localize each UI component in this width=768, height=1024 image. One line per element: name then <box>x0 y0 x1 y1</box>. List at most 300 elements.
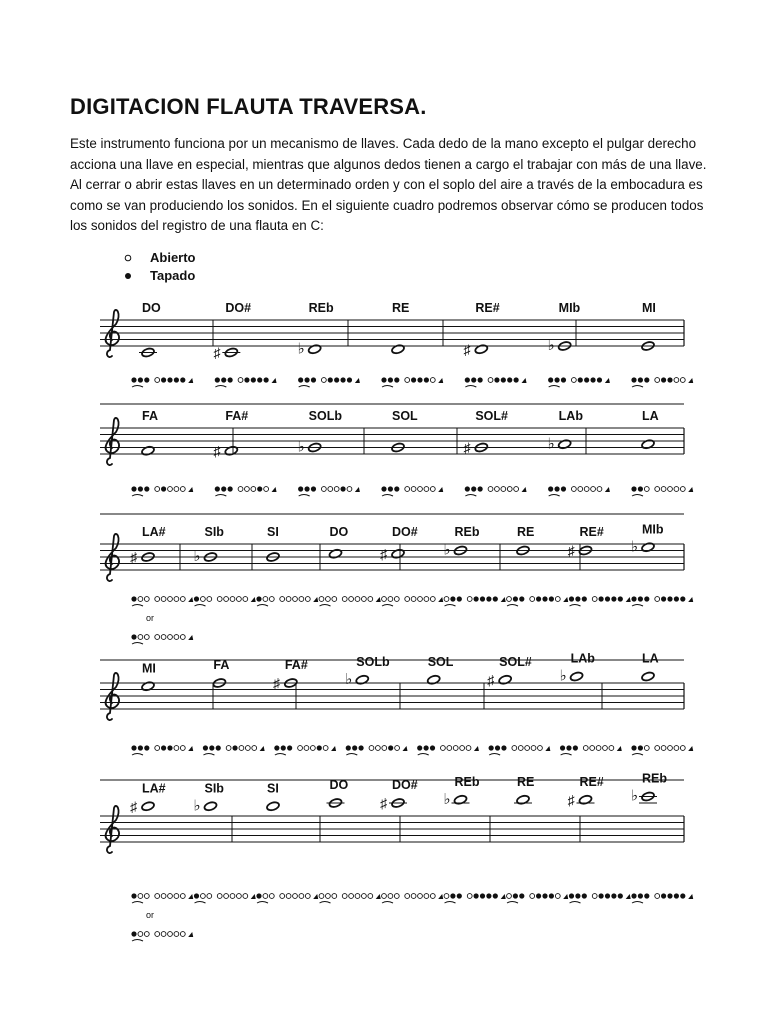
key-closed <box>215 377 220 382</box>
key-closed <box>465 377 470 382</box>
treble-clef <box>106 673 120 720</box>
legend-closed-symbol <box>125 273 131 279</box>
key-open <box>174 487 179 492</box>
note-label: REb <box>642 771 667 786</box>
key-closed <box>340 377 345 382</box>
key-open <box>237 597 242 602</box>
key-closed <box>575 893 580 898</box>
key-open <box>161 635 166 640</box>
pinky-key <box>355 487 360 492</box>
key-open <box>252 746 257 751</box>
key-open <box>168 635 173 640</box>
note-label: RE# <box>579 774 604 789</box>
key-closed <box>605 893 610 898</box>
legend <box>125 250 196 283</box>
key-closed <box>514 377 519 382</box>
key-closed <box>358 745 363 750</box>
key-closed <box>471 377 476 382</box>
key-open <box>180 597 185 602</box>
key-open <box>592 597 597 602</box>
pinky-key <box>605 378 610 383</box>
key-open <box>467 597 472 602</box>
flat-sign: ♭ <box>297 438 305 456</box>
note-label: FA# <box>284 658 308 672</box>
key-closed <box>618 596 623 601</box>
key-closed <box>131 486 136 491</box>
key-open <box>444 894 449 899</box>
thumb-key <box>346 754 357 756</box>
key-closed <box>138 486 143 491</box>
key-closed <box>569 893 574 898</box>
key-open <box>430 597 435 602</box>
key-closed <box>536 893 541 898</box>
note-DO# <box>380 778 443 903</box>
key-closed <box>457 893 462 898</box>
thumb-key <box>299 386 310 388</box>
pinky-key <box>688 597 693 602</box>
key-closed <box>138 377 143 382</box>
key-open <box>263 894 268 899</box>
note-label: SOL# <box>475 409 508 423</box>
key-open <box>495 487 500 492</box>
key-closed <box>144 745 149 750</box>
key-open <box>217 597 222 602</box>
key-open <box>319 894 324 899</box>
thumb-key <box>445 605 456 607</box>
key-open <box>467 894 472 899</box>
key-closed <box>486 596 491 601</box>
pinky-key <box>188 932 193 937</box>
key-open <box>507 487 512 492</box>
key-open <box>538 746 543 751</box>
staff-5 <box>100 772 693 942</box>
treble-clef <box>106 534 120 581</box>
key-open <box>418 487 423 492</box>
key-closed <box>138 745 143 750</box>
key-open <box>507 894 512 899</box>
key-open <box>507 597 512 602</box>
pinky-key <box>688 487 693 492</box>
key-closed <box>131 634 136 639</box>
thumb-key <box>382 605 393 607</box>
key-closed <box>674 596 679 601</box>
key-closed <box>548 486 553 491</box>
key-closed <box>590 377 595 382</box>
key-open <box>555 894 560 899</box>
note-LA# <box>130 525 193 644</box>
key-open <box>578 487 583 492</box>
key-closed <box>194 596 199 601</box>
key-closed <box>430 745 435 750</box>
thumb-key <box>320 902 331 904</box>
pinky-key <box>188 746 193 751</box>
thumb-key <box>465 386 476 388</box>
thumb-key <box>632 495 643 497</box>
key-closed <box>519 596 524 601</box>
thumb-key <box>195 902 206 904</box>
thumb-key <box>549 495 560 497</box>
thumb-key <box>382 495 393 497</box>
key-open <box>644 487 649 492</box>
key-closed <box>228 377 233 382</box>
key-closed <box>394 377 399 382</box>
thumb-key <box>489 754 500 756</box>
key-open <box>453 746 458 751</box>
key-closed <box>494 377 499 382</box>
sharp-sign: ♯ <box>130 549 137 565</box>
key-open <box>501 487 506 492</box>
key-open <box>310 746 315 751</box>
key-open <box>168 487 173 492</box>
key-open <box>655 487 660 492</box>
key-closed <box>424 745 429 750</box>
flat-sign: ♭ <box>547 337 555 354</box>
key-open <box>680 746 685 751</box>
treble-clef <box>106 310 120 357</box>
key-open <box>530 894 535 899</box>
key-closed <box>631 745 636 750</box>
pinky-key <box>501 597 506 602</box>
key-open <box>168 597 173 602</box>
thumb-key <box>570 605 581 607</box>
key-open <box>286 894 291 899</box>
key-open <box>394 597 399 602</box>
thumb-key <box>632 754 643 756</box>
key-closed <box>661 893 666 898</box>
key-open <box>444 597 449 602</box>
note-SOLb <box>298 409 360 496</box>
pinky-key <box>402 746 407 751</box>
key-open <box>263 597 268 602</box>
key-open <box>680 378 685 383</box>
thumb-key <box>132 386 143 388</box>
key-closed <box>605 596 610 601</box>
pinky-key <box>688 746 693 751</box>
note-LA# <box>130 781 193 941</box>
thumb-key <box>561 754 572 756</box>
key-open <box>466 746 471 751</box>
pinky-key <box>688 894 693 899</box>
key-open <box>251 487 256 492</box>
key-open <box>280 894 285 899</box>
note-label: MIb <box>558 301 581 315</box>
key-closed <box>244 377 249 382</box>
key-open <box>326 894 331 899</box>
staff-1 <box>100 301 693 387</box>
note-label: REb <box>454 525 480 539</box>
key-open <box>230 597 235 602</box>
key-open <box>180 932 185 937</box>
pinky-key <box>522 378 527 383</box>
key-open <box>369 746 374 751</box>
key-closed <box>486 893 491 898</box>
key-closed <box>554 377 559 382</box>
key-closed <box>542 893 547 898</box>
pinky-key <box>522 487 527 492</box>
thumb-key <box>507 605 518 607</box>
note-SOL <box>417 655 479 755</box>
key-open <box>217 894 222 899</box>
key-open <box>138 894 143 899</box>
note-RE# <box>568 775 631 903</box>
key-open <box>405 378 410 383</box>
key-open <box>362 597 367 602</box>
key-open <box>305 597 310 602</box>
key-open <box>603 746 608 751</box>
pinky-key <box>188 378 193 383</box>
key-closed <box>256 893 261 898</box>
key-open <box>571 487 576 492</box>
pinky-key <box>626 894 631 899</box>
key-closed <box>501 745 506 750</box>
pinky-key <box>376 894 381 899</box>
pinky-key <box>313 597 318 602</box>
pinky-key <box>376 597 381 602</box>
key-open <box>342 894 347 899</box>
key-closed <box>493 893 498 898</box>
sharp-sign: ♯ <box>380 545 387 562</box>
note-label: DO# <box>392 525 418 539</box>
key-closed <box>346 745 351 750</box>
note-label: REb <box>308 301 334 315</box>
note-label: SI <box>267 525 279 539</box>
note-SOL# <box>487 655 550 755</box>
key-open <box>447 746 452 751</box>
key-open <box>382 597 387 602</box>
key-open <box>655 597 660 602</box>
key-closed <box>221 377 226 382</box>
pinky-key <box>260 746 265 751</box>
note-label: LA# <box>142 781 166 796</box>
key-closed <box>465 486 470 491</box>
key-open <box>138 597 143 602</box>
key-open <box>144 932 149 937</box>
key-open <box>655 746 660 751</box>
key-open <box>286 597 291 602</box>
key-open <box>388 894 393 899</box>
note-label: MI <box>642 301 656 315</box>
key-closed <box>536 596 541 601</box>
thumb-key <box>275 754 286 756</box>
key-closed <box>667 596 672 601</box>
key-open <box>661 487 666 492</box>
key-closed <box>304 377 309 382</box>
key-open <box>174 597 179 602</box>
note-label: LAb <box>558 409 583 423</box>
key-open <box>239 746 244 751</box>
key-closed <box>450 893 455 898</box>
key-open <box>674 487 679 492</box>
key-closed <box>549 596 554 601</box>
key-closed <box>644 596 649 601</box>
key-open <box>328 487 333 492</box>
note-head <box>641 671 655 682</box>
key-open <box>368 894 373 899</box>
key-closed <box>311 486 316 491</box>
pinky-key <box>355 378 360 383</box>
key-open <box>375 746 380 751</box>
note-RE <box>381 301 443 387</box>
key-open <box>355 597 360 602</box>
key-closed <box>569 596 574 601</box>
thumb-key <box>382 902 393 904</box>
key-open <box>332 597 337 602</box>
note-label: DO# <box>392 778 418 792</box>
key-open <box>264 487 269 492</box>
pinky-key <box>251 894 256 899</box>
key-closed <box>507 377 512 382</box>
key-closed <box>228 486 233 491</box>
key-closed <box>194 893 199 898</box>
key-open <box>161 894 166 899</box>
flat-sign: ♭ <box>547 435 555 453</box>
thumb-key <box>549 386 560 388</box>
key-closed <box>599 596 604 601</box>
key-open <box>155 894 160 899</box>
key-open <box>460 746 465 751</box>
note-SOL <box>381 409 443 496</box>
key-open <box>245 487 250 492</box>
pinky-key <box>438 487 443 492</box>
note-label: SOLb <box>308 409 343 423</box>
key-closed <box>450 596 455 601</box>
thumb-key <box>632 605 643 607</box>
thumb-key <box>445 902 456 904</box>
key-open <box>584 487 589 492</box>
key-closed <box>256 596 261 601</box>
key-closed <box>631 486 636 491</box>
key-open <box>299 597 304 602</box>
legend-label: Tapado <box>150 268 196 283</box>
note-FA# <box>213 409 276 496</box>
key-open <box>180 746 185 751</box>
key-closed <box>161 745 166 750</box>
key-open <box>555 597 560 602</box>
note-head <box>266 801 280 812</box>
key-open <box>668 746 673 751</box>
key-open <box>269 597 274 602</box>
sharp-sign: ♯ <box>272 675 280 691</box>
key-closed <box>352 745 357 750</box>
note-REb <box>298 301 360 387</box>
note-label: RE <box>517 525 535 539</box>
note-label: LA <box>642 409 659 423</box>
note-label: SOLb <box>356 654 390 669</box>
key-open <box>168 932 173 937</box>
note-MIb <box>548 301 610 387</box>
pinky-key <box>617 746 622 751</box>
key-open <box>334 487 339 492</box>
note-head <box>141 801 155 812</box>
thumb-key <box>132 754 143 756</box>
key-open <box>180 894 185 899</box>
key-open <box>518 746 523 751</box>
key-closed <box>501 377 506 382</box>
note-label: SIb <box>204 781 224 796</box>
key-open <box>280 597 285 602</box>
key-open <box>591 487 596 492</box>
key-closed <box>478 486 483 491</box>
key-open <box>596 746 601 751</box>
thumb-key <box>257 902 268 904</box>
note-RE <box>507 525 569 606</box>
key-open <box>321 487 326 492</box>
page-title: DIGITACION FLAUTA TRAVERSA. <box>70 94 427 119</box>
key-open <box>226 746 231 751</box>
key-closed <box>638 377 643 382</box>
thumb-key <box>195 605 206 607</box>
key-closed <box>584 377 589 382</box>
pinky-key <box>251 597 256 602</box>
key-open <box>161 597 166 602</box>
key-open <box>238 487 243 492</box>
key-open <box>525 746 530 751</box>
key-closed <box>573 745 578 750</box>
note-SI <box>256 525 318 606</box>
key-closed <box>167 377 172 382</box>
key-open <box>430 894 435 899</box>
legend-open-symbol <box>125 255 131 261</box>
flat-sign: ♭ <box>559 667 567 685</box>
thumb-key <box>132 940 143 942</box>
key-open <box>395 746 400 751</box>
thumb-key <box>132 902 143 904</box>
note-FA <box>131 409 193 496</box>
key-closed <box>131 931 136 936</box>
key-open <box>355 894 360 899</box>
key-closed <box>174 377 179 382</box>
treble-clef <box>106 418 120 465</box>
key-closed <box>340 486 345 491</box>
pinky-key <box>605 487 610 492</box>
staff-4 <box>100 652 693 756</box>
key-closed <box>560 745 565 750</box>
thumb-key <box>132 495 143 497</box>
thumb-key <box>632 386 643 388</box>
thumb-key <box>465 495 476 497</box>
key-open <box>161 932 166 937</box>
key-open <box>144 635 149 640</box>
key-closed <box>618 893 623 898</box>
note-label: MI <box>142 661 156 676</box>
key-open <box>424 487 429 492</box>
key-closed <box>215 486 220 491</box>
key-open <box>180 635 185 640</box>
key-open <box>382 894 387 899</box>
thumb-key <box>382 386 393 388</box>
note-RE# <box>463 301 526 387</box>
key-closed <box>513 596 518 601</box>
key-open <box>144 597 149 602</box>
key-open <box>411 894 416 899</box>
key-open <box>180 487 185 492</box>
key-closed <box>251 377 256 382</box>
key-closed <box>480 596 485 601</box>
flat-sign: ♭ <box>297 340 305 358</box>
key-closed <box>131 745 136 750</box>
key-closed <box>274 745 279 750</box>
key-closed <box>131 893 136 898</box>
note-SIb <box>194 525 256 606</box>
key-open <box>405 597 410 602</box>
key-open <box>644 746 649 751</box>
key-closed <box>661 377 666 382</box>
key-closed <box>264 377 269 382</box>
key-open <box>430 487 435 492</box>
key-open <box>411 597 416 602</box>
key-open <box>138 635 143 640</box>
key-open <box>174 635 179 640</box>
